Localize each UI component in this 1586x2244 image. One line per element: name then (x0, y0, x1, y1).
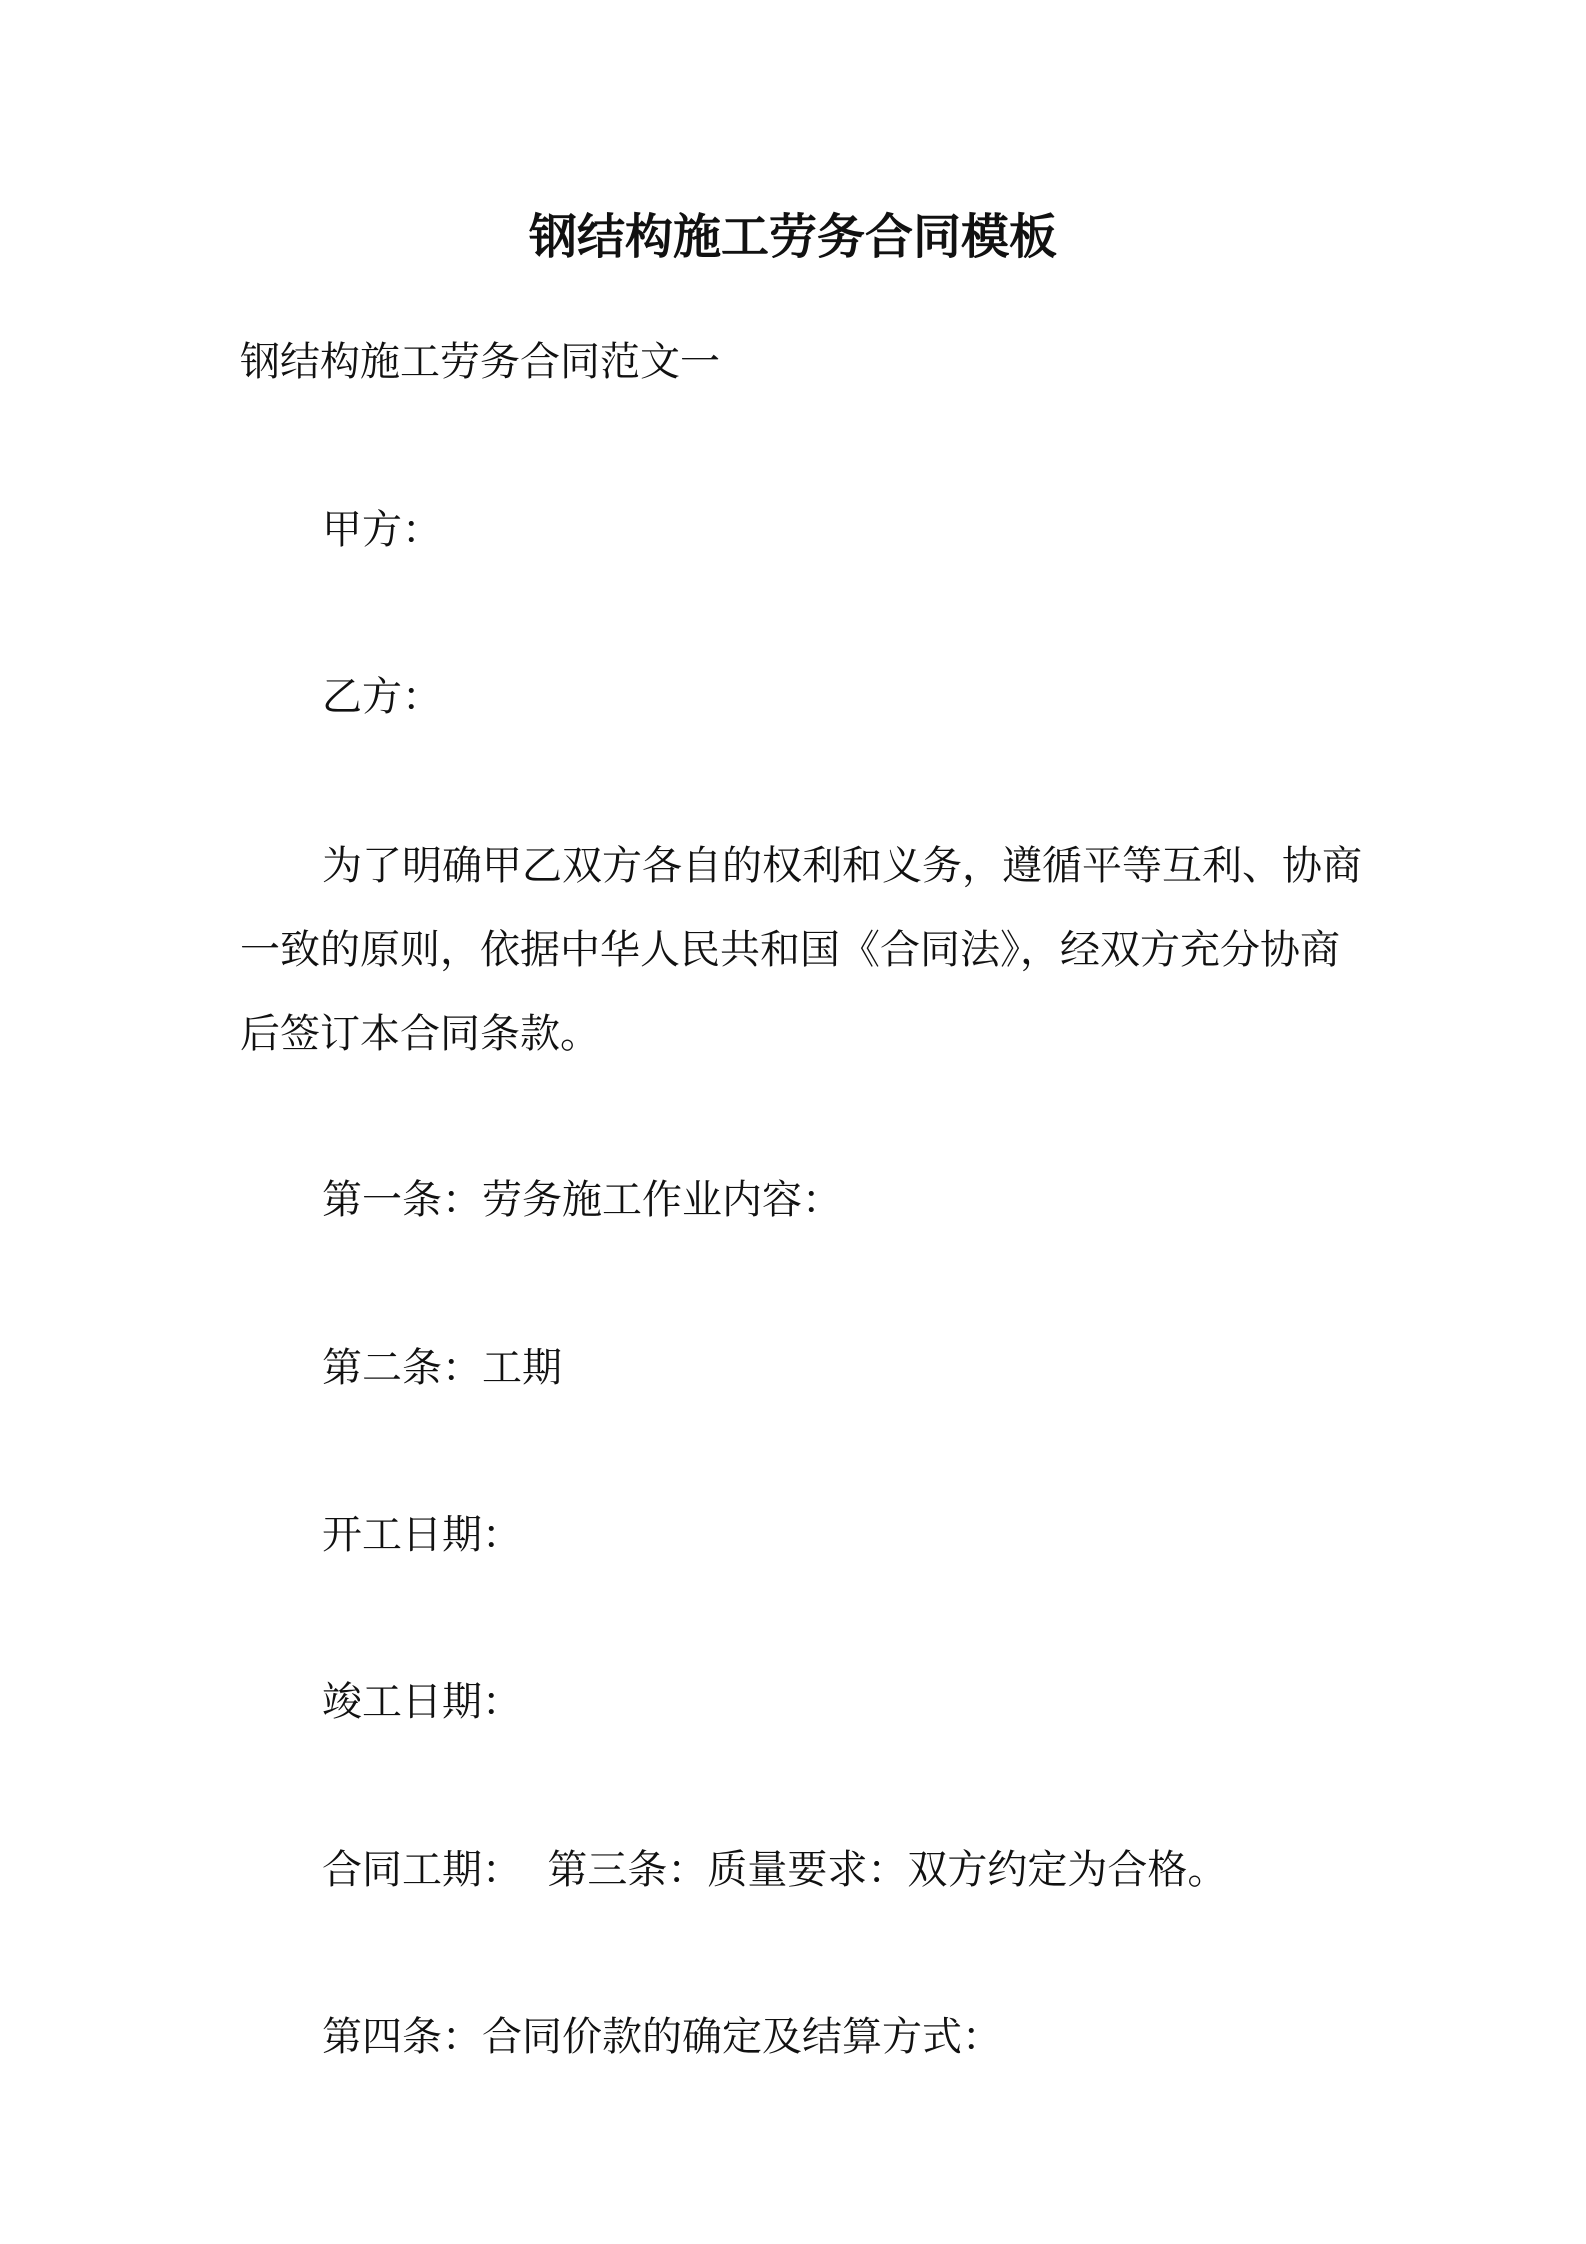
party-b-label: 乙方： (322, 674, 442, 720)
article-1: 第一条：劳务施工作业内容： (322, 1177, 842, 1223)
intro-line-2: 一致的原则，依据中华人民共和国《合同法》，经双方充分协商 (240, 927, 1340, 973)
intro-paragraph (240, 824, 1360, 1076)
intro-line-1: 为了明确甲乙双方各自的权利和义务，遵循平等互利、协商 (322, 843, 1362, 889)
party-a-label: 甲方： (322, 507, 442, 553)
start-date-label: 开工日期： (322, 1512, 522, 1558)
document-title: 钢结构施工劳务合同模板 (528, 209, 1057, 265)
intro-line-3: 后签订本合同条款。 (240, 1011, 600, 1057)
document-subtitle: 钢结构施工劳务合同范文一 (240, 339, 720, 385)
article-2: 第二条：工期 (322, 1345, 562, 1391)
article-4: 第四条：合同价款的确定及结算方式： (322, 2014, 1002, 2060)
end-date-label: 竣工日期： (322, 1679, 522, 1725)
duration-and-article-3: 合同工期： 第三条：质量要求：双方约定为合格。 (322, 1847, 1228, 1893)
